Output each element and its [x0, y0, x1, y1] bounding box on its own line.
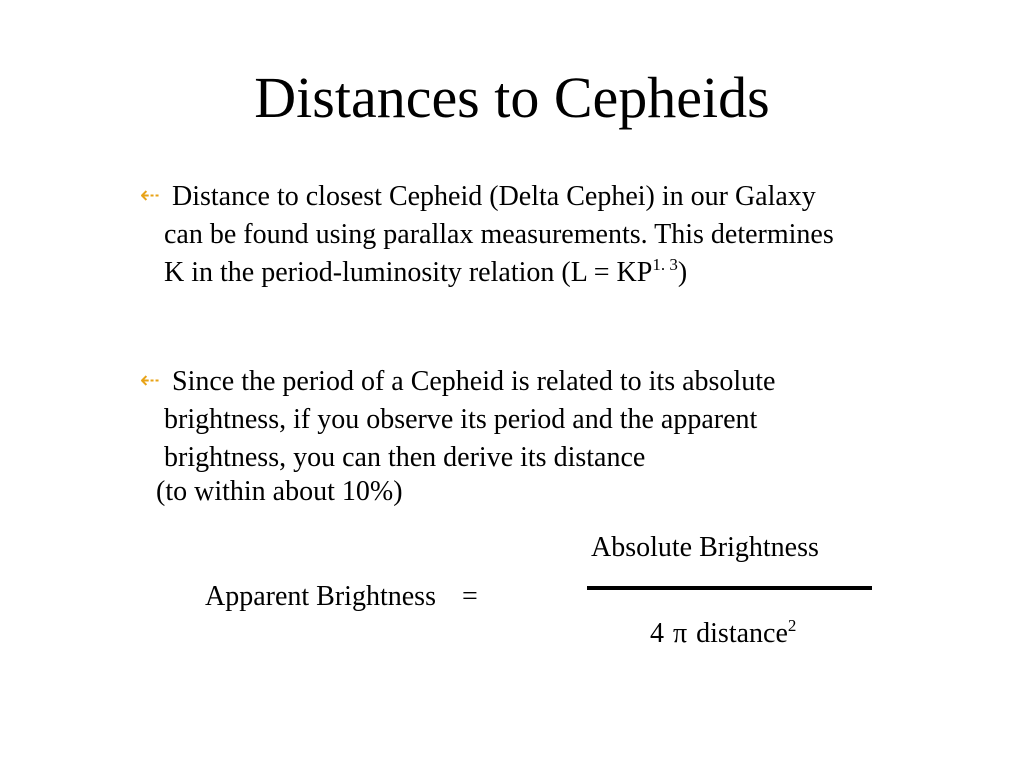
bullet-text-line: Since the period of a Cepheid is related to its absolute: [172, 366, 776, 397]
closing-paren: ): [677, 257, 688, 288]
bullet-text-line: can be found using parallax measurements. This determines: [164, 219, 834, 250]
arrow-left-icon: ⇠: [140, 366, 161, 394]
bullet-text-line: Distance to closest Cepheid (Delta Cephei) in our Galaxy: [172, 181, 816, 212]
bullet-text-line: brightness, if you observe its period and the apparent: [164, 404, 758, 435]
equation-numerator: Absolute Brightness: [591, 532, 819, 563]
denominator-variable: distance: [696, 618, 788, 649]
equals-sign: =: [461, 581, 478, 612]
bullet-text-line: K in the period-luminosity relation (L = KP: [164, 257, 653, 288]
accuracy-note: (to within about 10%): [156, 476, 403, 507]
equation-denominator: [650, 615, 796, 653]
bullet-item: [140, 361, 775, 477]
denominator-coefficient: 4: [650, 618, 664, 649]
denominator-exponent: 2: [787, 616, 797, 635]
equation-left-side: Apparent Brightness: [205, 581, 436, 612]
bullet-text-line: brightness, you can then derive its distance: [164, 442, 646, 473]
exponent-superscript: 1. 3: [652, 255, 678, 274]
pi-symbol: π: [673, 618, 688, 649]
slide-title: Distances to Cepheids: [254, 65, 770, 130]
bullet-item: [140, 176, 834, 292]
arrow-left-icon: ⇠: [140, 181, 161, 209]
fraction-bar: [587, 586, 872, 590]
